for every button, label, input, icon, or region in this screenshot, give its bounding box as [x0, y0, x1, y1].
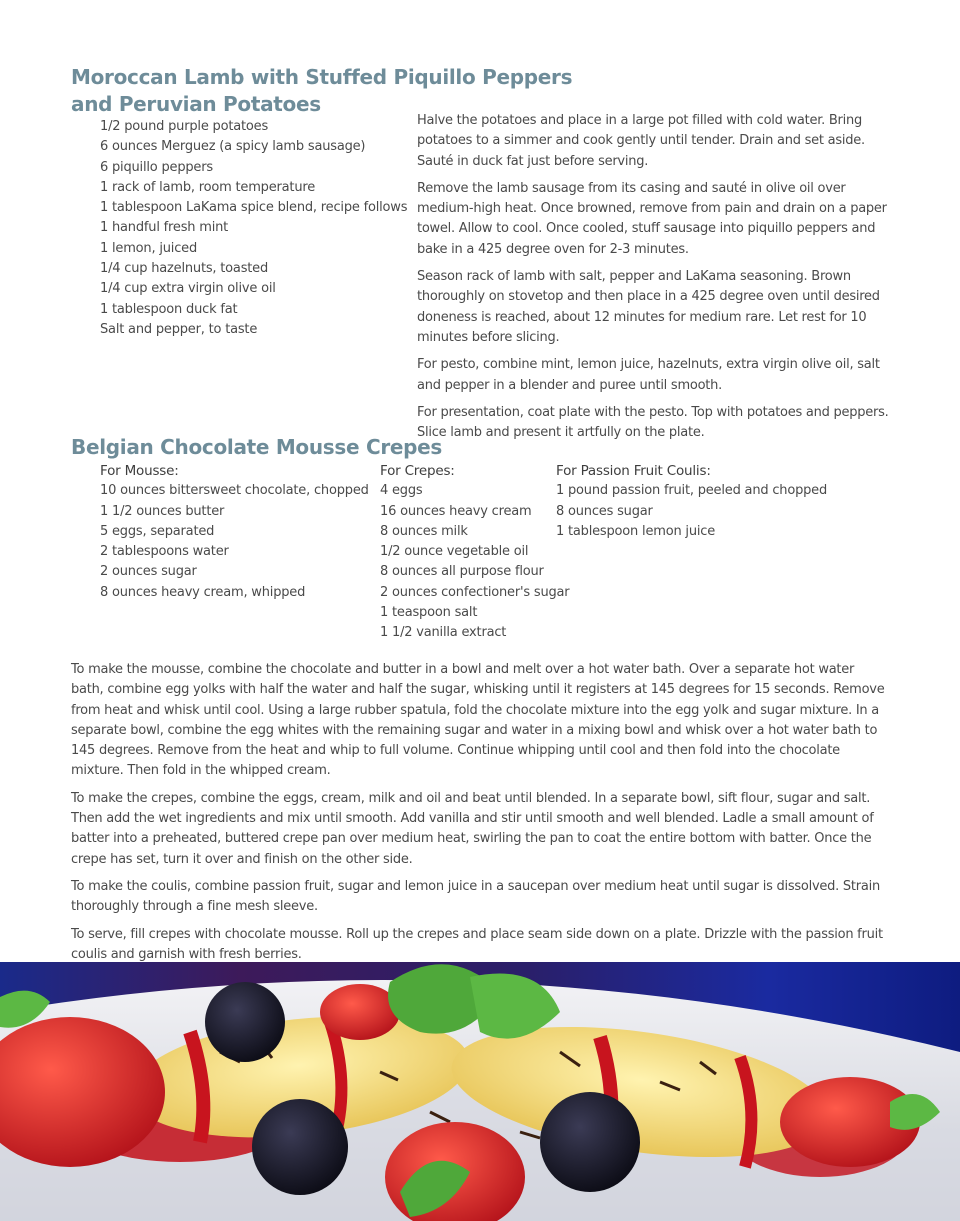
ingredient-item: 5 eggs, separated [100, 523, 215, 539]
crepes-photo [0, 962, 960, 1221]
ingredient-item: 1 pound passion fruit, peeled and chopped [556, 483, 828, 499]
mousse-heading: For Mousse: [100, 463, 179, 479]
ingredient-item: 1 rack of lamb, room temperature [100, 179, 316, 195]
ingredient-item: 4 eggs [380, 483, 423, 499]
crepes-heading: For Crepes: [380, 463, 455, 479]
mousse-ingredients-list [100, 461, 369, 603]
ingredient-item: 16 ounces heavy cream [380, 503, 532, 519]
direction-paragraph: Season rack of lamb with salt, pepper and LaKama seasoning. Brown thoroughly on stovetop and then place in a 425 degree oven until desired doneness is reached, about 12 minutes for medium rare. Let rest for 10 minutes before slicing. [417, 269, 880, 345]
ingredient-item: 8 ounces all purpose flour [380, 564, 544, 580]
direction-paragraph: To make the mousse, combine the chocolate and butter in a bowl and melt over a hot water bath. Over a separate hot water bath, combine egg yolks with half the water and half the sugar, whisking until it registers at 145 degrees for 15 seconds. Remove from heat and whisk until cool. Using a large rubber spatula, fold the chocolate mixture into the egg yolk and sugar mixture. In a separate bowl, combine the egg whites with the remaining sugar and water in a mixing bowl and whisk over a hot water bath to 145 degrees. Remove from the heat and whip to full volume. Continue whipping until cool and then fold into the chocolate mixture. Then fold in the whipped cream. [71, 662, 885, 779]
ingredient-item: 1 tablespoon duck fat [100, 301, 238, 317]
recipe-title-crepes: Belgian Chocolate Mousse Crepes [71, 435, 443, 459]
lamb-ingredients-list [100, 117, 407, 340]
direction-paragraph: Halve the potatoes and place in a large pot filled with cold water. Bring potatoes to a simmer and cook gently until tender. Drain and set aside. Sauté in duck fat just before serving. [417, 113, 865, 169]
recipe-title-line-1: Moroccan Lamb with Stuffed Piquillo Peppers [71, 65, 573, 89]
ingredient-item: 8 ounces milk [380, 523, 468, 539]
ingredient-item: 6 piquillo peppers [100, 159, 213, 175]
crepes-ingredients-list [380, 461, 569, 644]
ingredient-item: 1 1/2 vanilla extract [380, 625, 507, 641]
coulis-heading: For Passion Fruit Coulis: [556, 463, 711, 479]
direction-paragraph: To make the crepes, combine the eggs, cream, milk and oil and beat until blended. In a separate bowl, sift flour, sugar and salt. Then add the wet ingredients and mix until smooth. Add vanilla and stir until smooth and well blended. Ladle a small amount of batter into a preheated, buttered crepe pan over medium heat, swirling the pan to coat the entire bottom with batter. Once the crepe has set, turn it over and finish on the other side. [71, 790, 874, 867]
recipe-title-line-2: and Peruvian Potatoes [71, 92, 321, 116]
ingredient-item: 2 ounces confectioner's sugar [380, 584, 570, 600]
ingredient-item: 8 ounces heavy cream, whipped [100, 584, 306, 600]
ingredient-item: 1/2 ounce vegetable oil [380, 544, 529, 560]
crepes-directions [71, 660, 886, 972]
direction-paragraph: To serve, fill crepes with chocolate mousse. Roll up the crepes and place seam side down on a plate. Drizzle with the passion fruit coulis and garnish with fresh berries. [71, 926, 883, 962]
direction-paragraph: For presentation, coat plate with the pesto. Top with potatoes and peppers. Slice lamb and present it artfully on the plate. [417, 404, 889, 441]
ingredient-item: 8 ounces sugar [556, 503, 653, 519]
ingredient-item: Salt and pepper, to taste [100, 321, 258, 337]
ingredient-item: 2 ounces sugar [100, 564, 197, 580]
direction-paragraph: To make the coulis, combine passion fruit, sugar and lemon juice in a saucepan over medium heat until sugar is dissolved. Strain thoroughly through a fine mesh sleeve. [71, 878, 880, 915]
lamb-directions [417, 111, 892, 450]
direction-paragraph: For pesto, combine mint, lemon juice, hazelnuts, extra virgin olive oil, salt and pepper in a blender and puree until smooth. [417, 357, 880, 393]
ingredient-item: 6 ounces Merguez (a spicy lamb sausage) [100, 139, 366, 155]
ingredient-item: 1/4 cup extra virgin olive oil [100, 281, 276, 297]
ingredient-item: 1 lemon, juiced [100, 240, 197, 256]
ingredient-item: 1 tablespoon lemon juice [556, 523, 716, 539]
direction-paragraph: Remove the lamb sausage from its casing and sauté in olive oil over medium-high heat. Once browned, remove from pain and drain on a paper towel. Allow to cool. Once cooled, stuff sausage into piquillo peppers and bake in a 425 degree oven for 2-3 minutes. [417, 180, 887, 257]
recipe-title-lamb [71, 64, 572, 118]
ingredient-item: 2 tablespoons water [100, 544, 229, 560]
ingredient-item: 10 ounces bittersweet chocolate, chopped [100, 483, 369, 499]
ingredient-item: 1/2 pound purple potatoes [100, 119, 269, 134]
ingredient-item: 1 1/2 ounces butter [100, 503, 225, 519]
ingredient-item: 1 tablespoon LaKama spice blend, recipe follows [100, 200, 408, 216]
ingredient-item: 1 teaspoon salt [380, 605, 478, 621]
ingredient-item: 1 handful fresh mint [100, 220, 229, 236]
coulis-ingredients-list [556, 461, 827, 542]
ingredient-item: 1/4 cup hazelnuts, toasted [100, 261, 269, 277]
